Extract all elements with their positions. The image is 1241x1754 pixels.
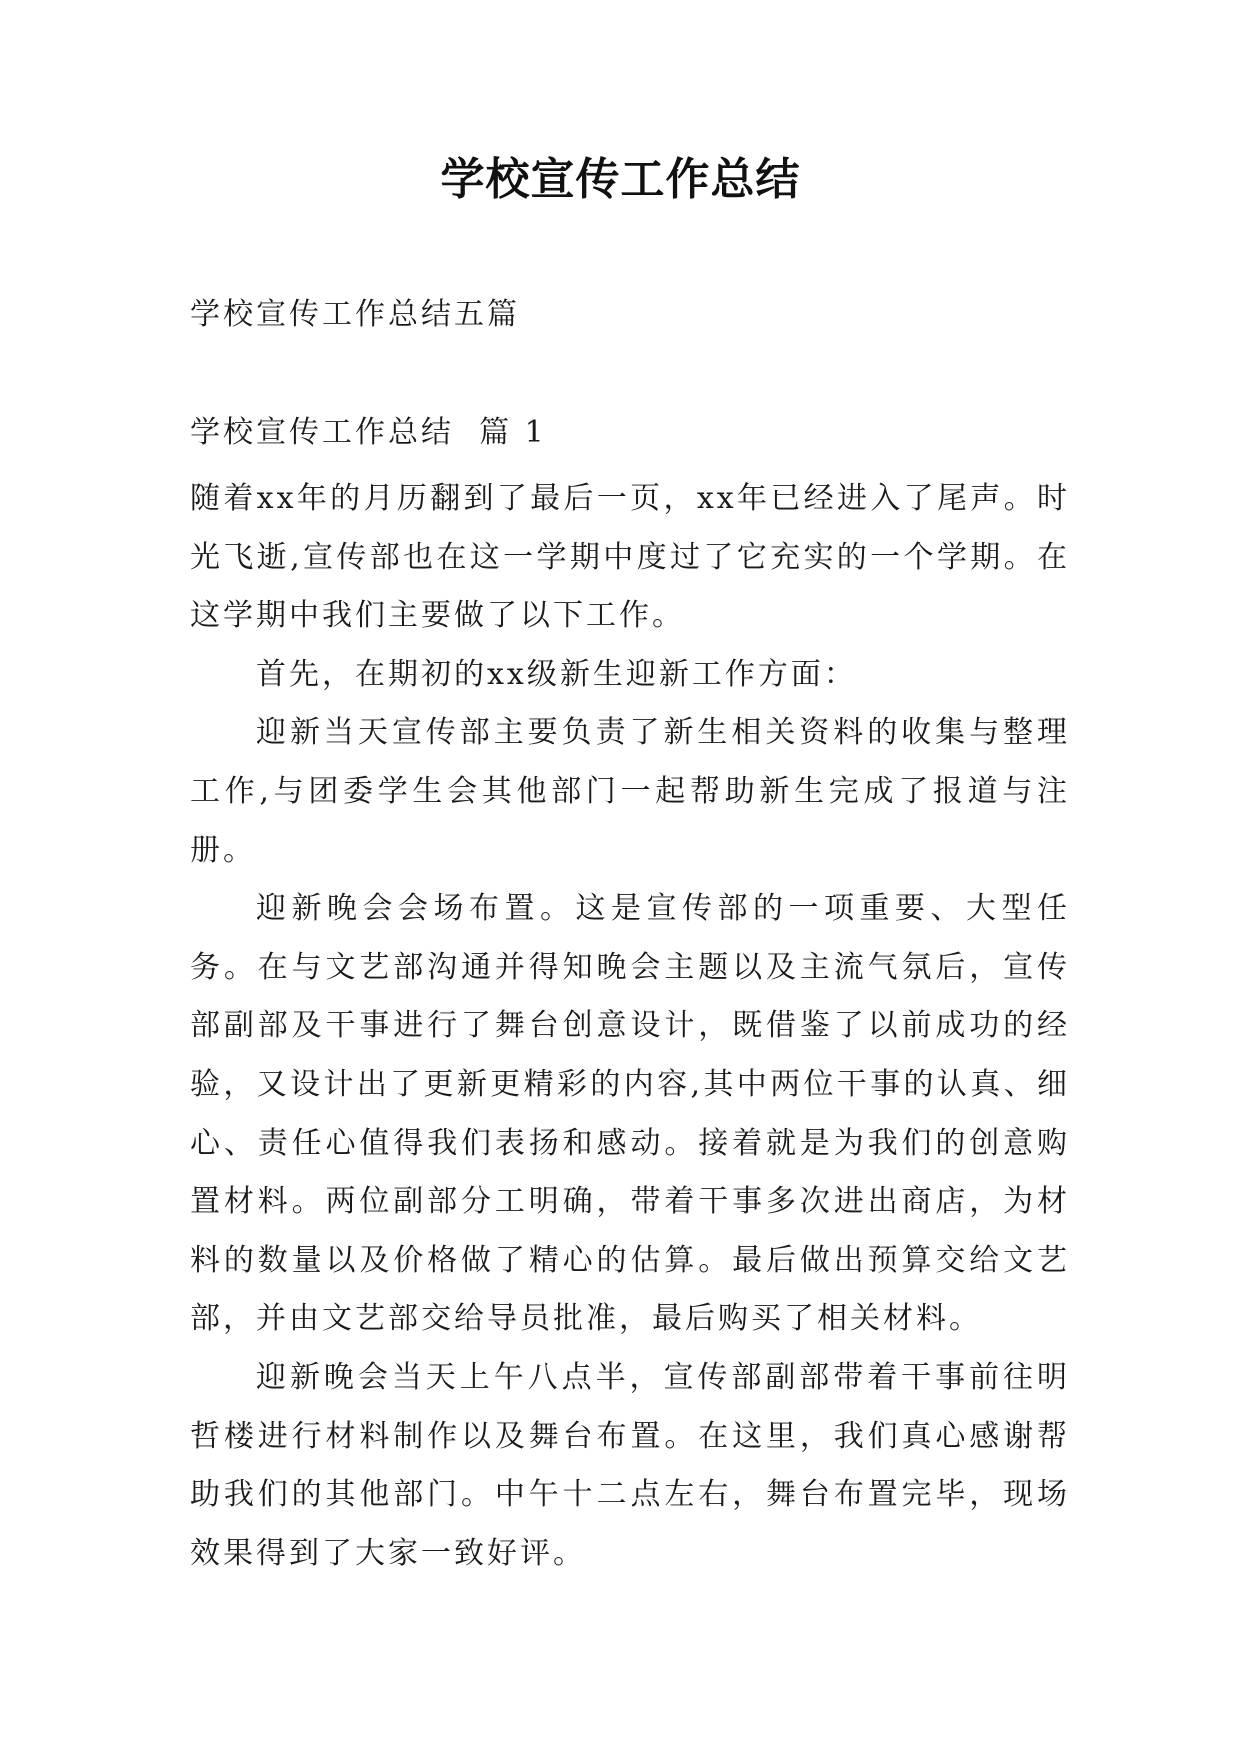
document-title: 学校宣传工作总结 <box>440 154 801 205</box>
document-body <box>190 470 1070 1583</box>
paragraph-first-item: 首先，在期初的xx级新生迎新工作方面： <box>256 656 857 692</box>
paragraph-gala-decoration: 迎新晚会会场布置。这是宣传部的一项重要、大型任务。在与文艺部沟通并得知晚会主题以及主流气氛后，宣传部副部及干事进行了舞台创意设计，既借鉴了以前成功的经验，又设计出了更新更精彩的内容,其中两位干事的认真、细心、责任心值得我们表扬和感动。接着就是为我们的创意购置材料。两位副部分工明确，带着干事多次进出商店，为材料的数量以及价格做了精心的估算。最后做出预算交给文艺部，并由文艺部交给导员批准，最后购买了相关材料。 <box>190 891 1070 1337</box>
document-subtitle: 学校宣传工作总结五篇 <box>190 297 520 332</box>
paragraph-welcome-day: 迎新当天宣传部主要负责了新生相关资料的收集与整理工作,与团委学生会其他部门一起帮助新生完成了报道与注册。 <box>190 715 1070 868</box>
paragraph-gala-day: 迎新晚会当天上午八点半，宣传部副部带着干事前往明哲楼进行材料制作以及舞台布置。在这里，我们真心感谢帮助我们的其他部门。中午十二点左右，舞台布置完毕，现场效果得到了大家一致好评。 <box>190 1359 1070 1571</box>
section-heading: 学校宣传工作总结 篇 1 <box>190 415 547 450</box>
paragraph-intro: 随着xx年的月历翻到了最后一页，xx年已经进入了尾声。时光飞逝,宣传部也在这一学期中度过了它充实的一个学期。在这学期中我们主要做了以下工作。 <box>190 481 1070 634</box>
